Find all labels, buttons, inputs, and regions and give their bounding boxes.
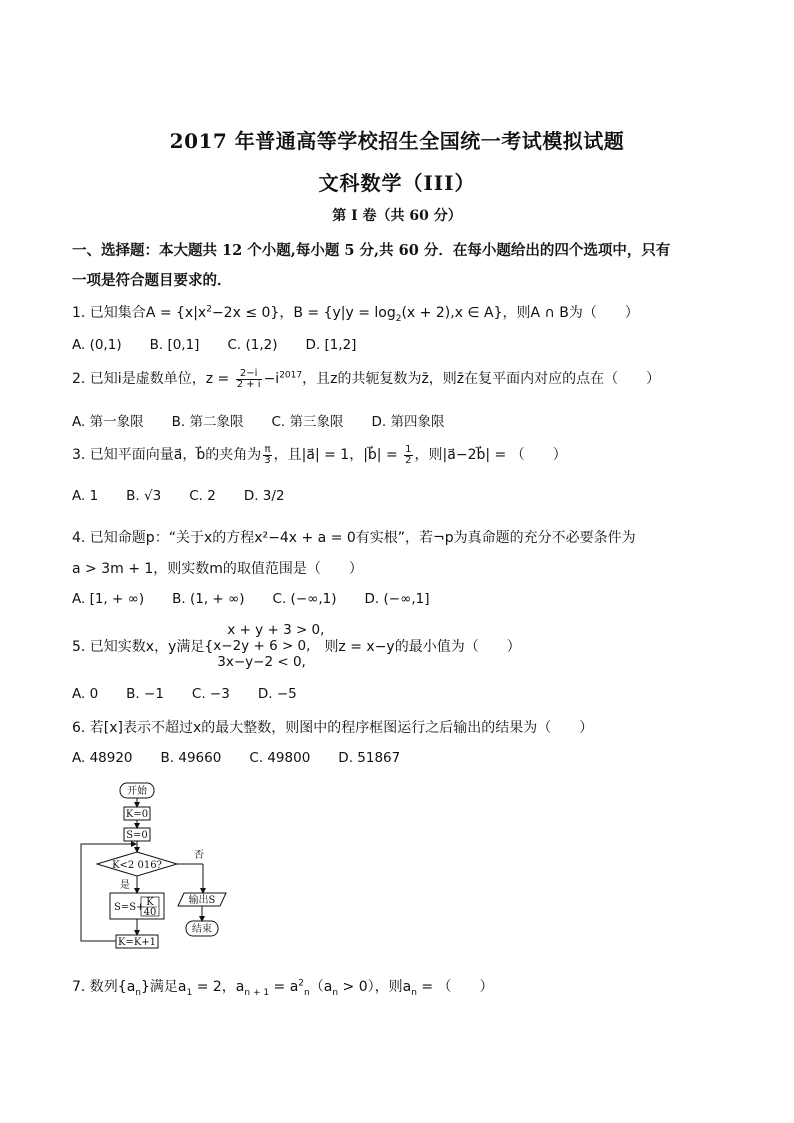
output-label: 输出S xyxy=(188,895,216,906)
start-label: 开始 xyxy=(127,786,147,797)
option-c: C. 第三象限 xyxy=(271,414,344,430)
question-3: 3. 已知平面向量a⃗，b⃗的夹角为 $\frac{\pi}{3}$ ，且|a⃗| = 1，|b⃗| = $\frac{1}{2}$ ，则|a⃗−2b⃗| = （ ） xyxy=(72,443,567,466)
option-b: B. 49660 xyxy=(160,750,222,766)
fraction: $\frac{1}{2}$ xyxy=(405,443,412,466)
option-d: D. −5 xyxy=(257,686,297,702)
option-c: C. 2 xyxy=(189,488,216,504)
question-4-line-2: a > 3m + 1，则实数m的取值范围是（ ） xyxy=(72,561,363,577)
option-a: A. 1 xyxy=(72,488,99,504)
option-b: B. 第二象限 xyxy=(171,414,244,430)
option-a: A. [1, + ∞) xyxy=(72,591,145,607)
option-b: B. (1, + ∞) xyxy=(172,591,245,607)
question-2-options xyxy=(72,410,472,430)
inequality-system: x + y + 3 > 0, x−2y + 6 > 0, 3x−y−2 < 0, xyxy=(213,622,325,670)
question-5-options xyxy=(72,686,325,702)
question-5: 5. 已知实数x，y满足{ x + y + 3 > 0, x−2y + 6 > 0, 3x−y−2 < 0, 则z = x−y的最小值为（ ） xyxy=(72,622,521,670)
option-d: D. 第四象限 xyxy=(371,414,445,430)
fraction: $\frac{2-i}{2 + i}$ xyxy=(236,367,261,390)
section-line-2: 一项是符合题目要求的． xyxy=(72,272,232,289)
option-a: A. 第一象限 xyxy=(72,414,144,430)
no-label: 否 xyxy=(194,850,204,861)
s-init-label: S=0 xyxy=(126,830,148,841)
option-d: D. (−∞,1] xyxy=(364,591,430,607)
question-7: 7. 数列$\{a_n\}$满足$a_1 = 2$，$a_{n + 1} = a^2_n(a_n > 0)$，则$a_n$ = （ ） xyxy=(72,978,494,998)
k-init-label: K=0 xyxy=(125,809,149,820)
option-d: D. 3/2 xyxy=(243,488,285,504)
option-b: B. [0,1] xyxy=(149,337,200,353)
question-4-line-1: 4. 已知命题p：“关于x的方程x²−4x + a = 0有实根”，若¬p为真命题的充分不必要条件为 xyxy=(72,530,636,546)
question-2: 2. 已知i是虚数单位，z = $\frac{2-i}{2 + i}$ $-i^{2017}$，且z的共轭复数为z̄，则z̄在复平面内对应的点在（ ） xyxy=(72,367,661,390)
yes-label: 是 xyxy=(120,880,130,891)
option-a: A. 0 xyxy=(72,686,99,702)
fraction: $\frac{\pi}{3}$ xyxy=(264,443,271,466)
option-c: C. 49800 xyxy=(249,750,311,766)
exam-title: 2017 年普通高等学校招生全国统一考试模拟试题 xyxy=(169,129,625,153)
option-b: B. −1 xyxy=(126,686,164,702)
question-1-options xyxy=(72,337,384,353)
end-label: 结束 xyxy=(192,924,212,935)
part-heading: 第 I 卷（共 60 分） xyxy=(332,208,462,224)
option-c: C. (−∞,1) xyxy=(272,591,337,607)
option-d: D. 51867 xyxy=(338,750,401,766)
option-a: A. (0,1) xyxy=(72,337,122,353)
assign-label: S=S+ xyxy=(114,902,145,913)
question-1: 1. 已知集合$A = \{x|x^2-2x \le 0\}$，$B = \{y|y = \log_2(x + 2),x$ ∈ A}，则A ∩ B为（ ） xyxy=(72,304,639,324)
increment-label: K=K+1 xyxy=(117,937,157,948)
option-c: C. −3 xyxy=(191,686,230,702)
question-3-options xyxy=(72,488,313,504)
option-c: C. (1,2) xyxy=(227,337,278,353)
question-6-options xyxy=(72,750,428,766)
question-4-options xyxy=(72,591,457,607)
section-line-1: 一、选择题：本大题共 12 个小题,每小题 5 分,共 60 分．在每小题给出的四个选项中，只有 xyxy=(72,242,671,259)
frac-den: 40 xyxy=(143,907,157,918)
option-a: A. 48920 xyxy=(72,750,133,766)
flowchart xyxy=(78,780,258,955)
section-instructions xyxy=(72,236,732,296)
question-6: 6. 若[x]表示不超过x的最大整数，则图中的程序框图运行之后输出的结果为（ ） xyxy=(72,720,594,736)
option-b: B. √3 xyxy=(126,488,162,504)
frac-num: K xyxy=(146,897,154,908)
exam-subtitle: 文科数学（III） xyxy=(318,171,476,195)
condition-label: K<2 016? xyxy=(112,860,162,871)
option-d: D. [1,2] xyxy=(305,337,357,353)
